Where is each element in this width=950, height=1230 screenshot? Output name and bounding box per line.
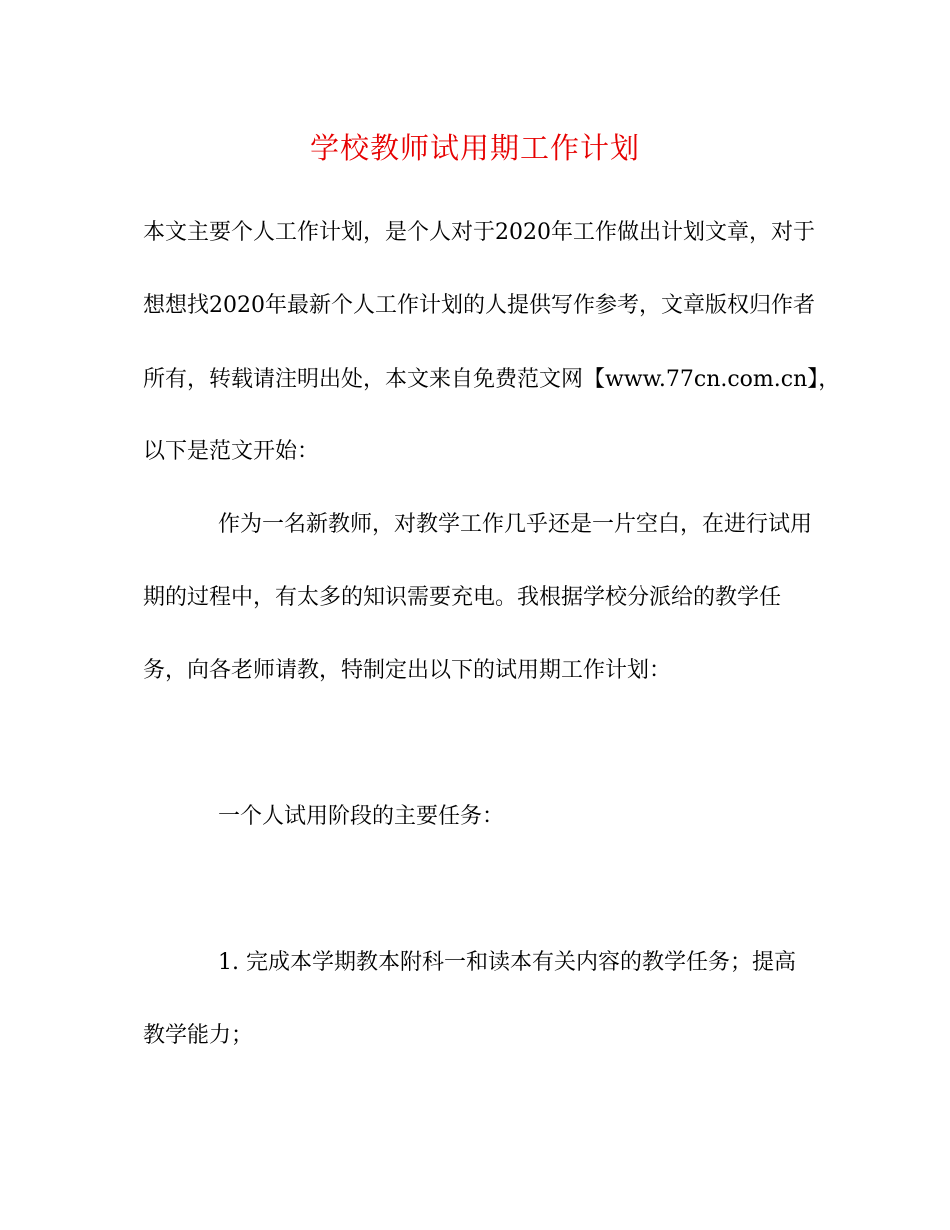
intro-line-1: 本文主要个人工作计划，是个人对于2020年工作做出计划文章，对于 xyxy=(143,220,815,245)
list-item-1-line-1: 1. 完成本学期教本附科一和读本有关内容的教学任务；提高 xyxy=(218,950,796,975)
document-title: 学校教师试用期工作计划 xyxy=(309,131,640,165)
paragraph-line-1: 作为一名新教师，对教学工作几乎还是一片空白，在进行试用 xyxy=(218,512,813,537)
intro-line-4: 以下是范文开始： xyxy=(143,439,320,464)
paragraph-line-2: 期的过程中，有太多的知识需要充电。我根据学校分派给的教学任 xyxy=(143,585,782,610)
intro-line-3: 所有，转载请注明出处，本文来自免费范文网【www.77cn.com.cn】， xyxy=(143,367,841,392)
intro-line-2: 想想找2020年最新个人工作计划的人提供写作参考，文章版权归作者 xyxy=(143,293,815,318)
list-item-1-line-2: 教学能力； xyxy=(143,1023,254,1048)
paragraph-line-3: 务，向各老师请教，特制定出以下的试用期工作计划： xyxy=(143,658,672,683)
section-heading: 一个人试用阶段的主要任务： xyxy=(218,804,505,829)
